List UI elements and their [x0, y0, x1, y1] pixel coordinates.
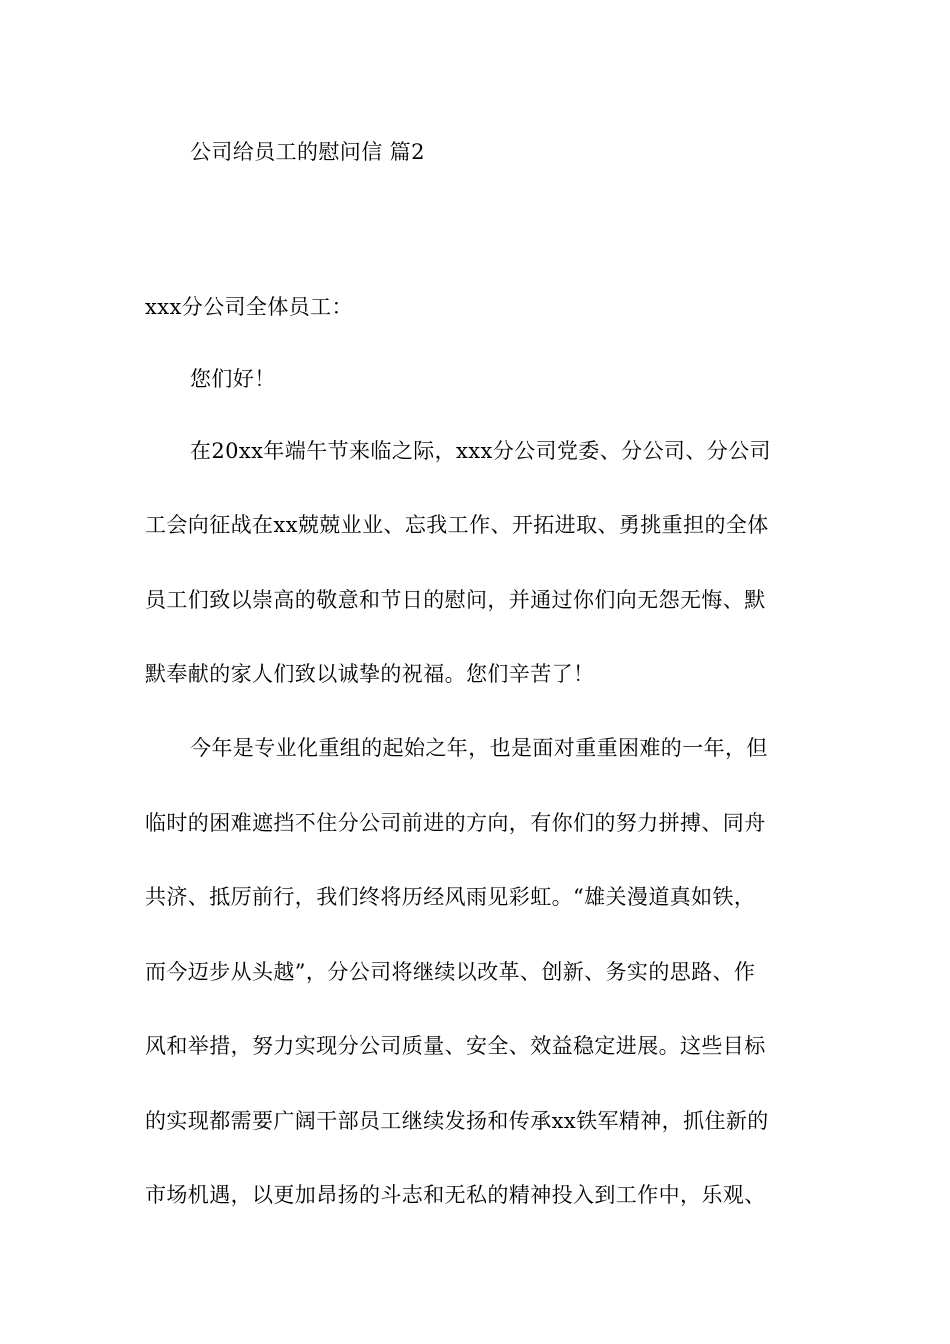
document-title: 公司给员工的慰问信 篇2 — [190, 140, 425, 164]
greeting: 您们好！ — [190, 367, 276, 391]
paragraph-line: 默奉献的家人们致以诚挚的祝福。您们辛苦了！ — [145, 662, 595, 686]
paragraph-line: 而今迈步从头越”，分公司将继续以改革、创新、务实的思路、作 — [145, 960, 756, 984]
salutation: xxx分公司全体员工： — [145, 295, 353, 319]
paragraph-line: 员工们致以崇高的敬意和节日的慰问，并通过你们向无怨无悔、默 — [145, 588, 766, 612]
paragraph-line: 共济、抵厉前行，我们终将历经风雨见彩虹。“雄关漫道真如铁， — [145, 885, 756, 909]
paragraph-line: 市场机遇，以更加昂扬的斗志和无私的精神投入到工作中，乐观、 — [145, 1183, 766, 1207]
paragraph-line: 今年是专业化重组的起始之年，也是面对重重困难的一年，但 — [190, 736, 768, 760]
paragraph-line: 风和举措，努力实现分公司质量、安全、效益稳定进展。这些目标 — [145, 1034, 766, 1058]
paragraph-line: 的实现都需要广阔干部员工继续发扬和传承xx铁军精神，抓住新的 — [145, 1109, 769, 1133]
paragraph-line: 工会向征战在xx兢兢业业、忘我工作、开拓进取、勇挑重担的全体 — [145, 513, 769, 537]
paragraph-line: 在20xx年端午节来临之际，xxx分公司党委、分公司、分公司 — [190, 439, 771, 463]
paragraph-line: 临时的困难遮挡不住分公司前进的方向，有你们的努力拼搏、同舟 — [145, 811, 766, 835]
